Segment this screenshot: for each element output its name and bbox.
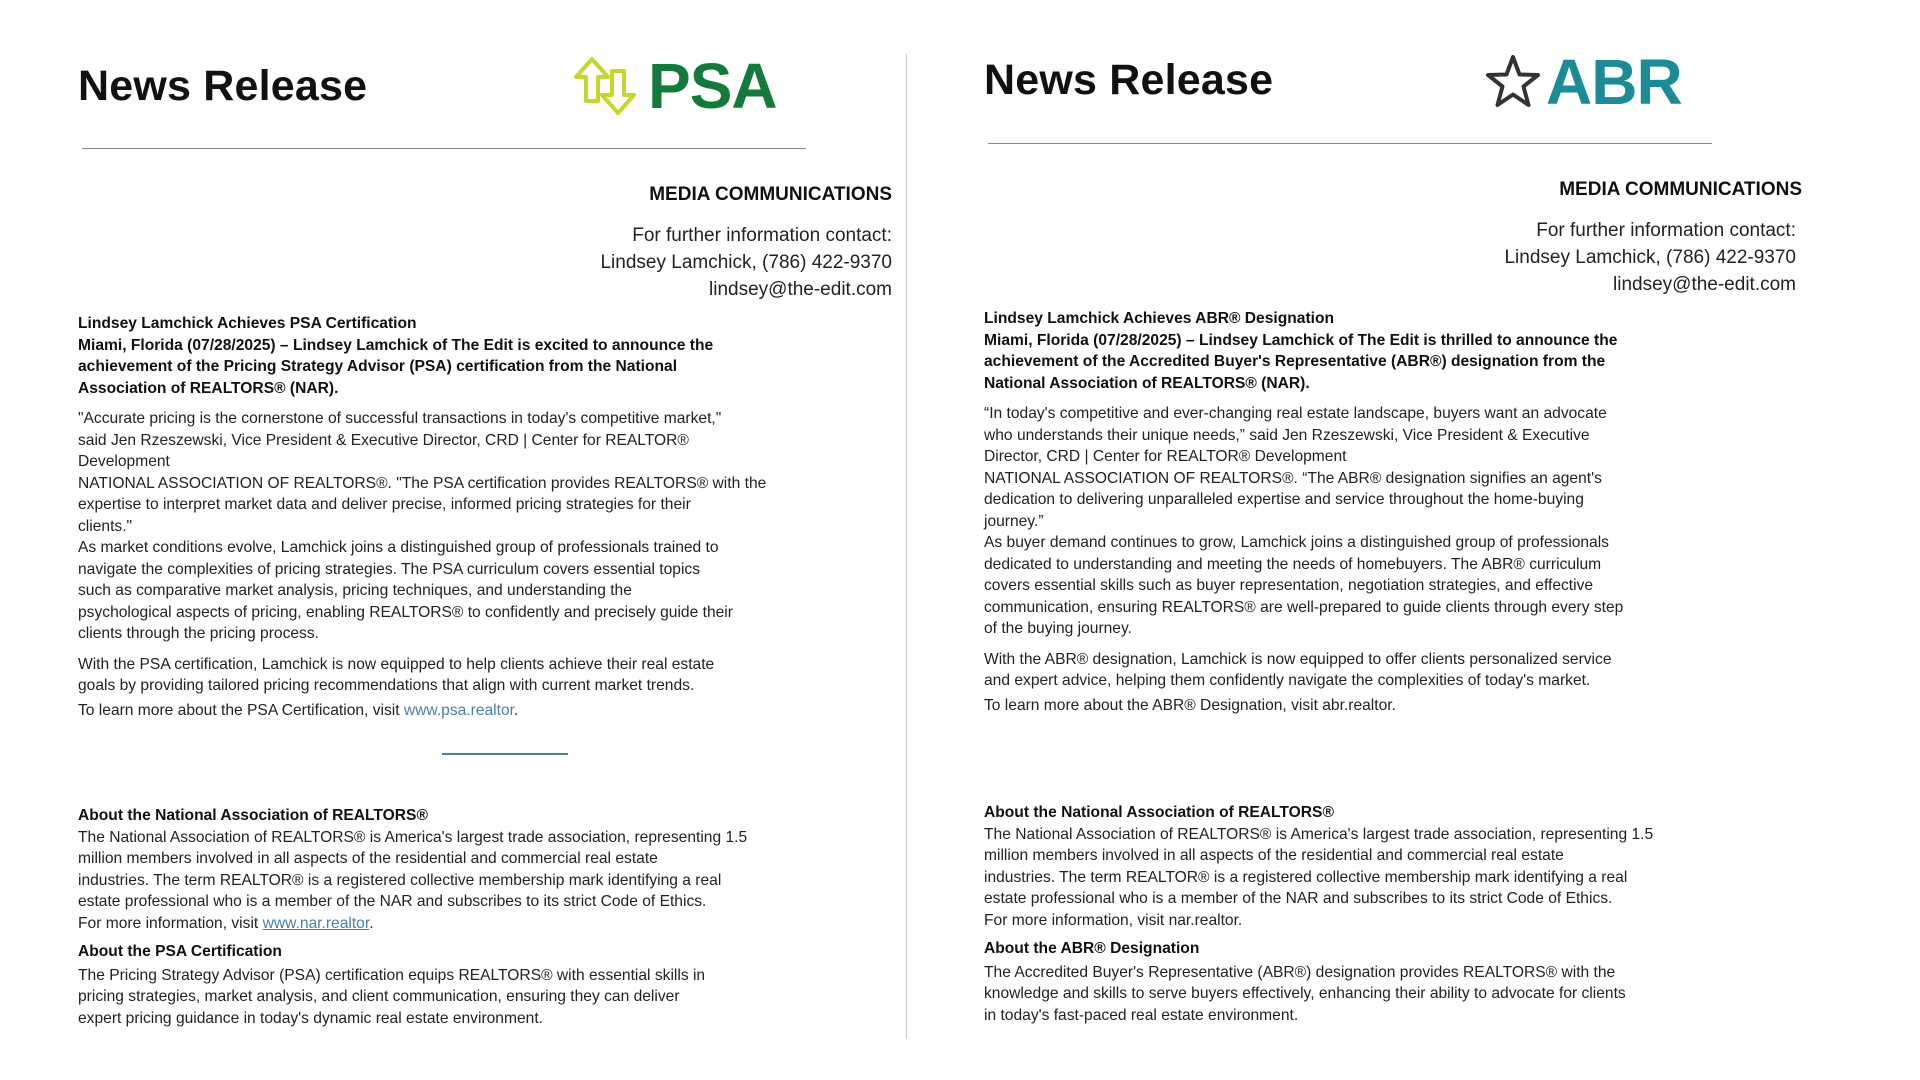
release-body [984, 308, 1736, 716]
closing-line: With the PSA certification, Lamchick is now equipped to help clients achieve their real estate [78, 655, 715, 673]
quote-line: dedication to delivering unparalleled expertise and service throughout the home-buying [984, 491, 1584, 508]
media-communications-heading: MEDIA COMMUNICATIONS [649, 184, 892, 205]
quote-line: said Jen Rzeszewski, Vice President & Executive Director, CRD | Center for REALTOR® [78, 431, 689, 449]
closing-line: With the ABR® designation, Lamchick is now equipped to offer clients personalized service [984, 650, 1612, 668]
up-down-arrows-icon [572, 55, 640, 117]
quote-line: Development [78, 453, 170, 470]
release-title: Lindsey Lamchick Achieves PSA Certification [78, 315, 417, 332]
about-nar-line: estate professional who is a member of the NAR and subscribes to its strict Code of Ethics. [984, 890, 1613, 907]
media-communications-heading: MEDIA COMMUNICATIONS [1559, 179, 1802, 200]
contact-intro: For further information contact: [632, 225, 892, 246]
lead-line: Miami, Florida (07/28/2025) – Lindsey Lamchick of The Edit is excited to announce the [78, 336, 714, 354]
contact-name-phone: Lindsey Lamchick, (786) 422-9370 [600, 252, 892, 273]
psa-website-link[interactable]: www.psa.realtor [403, 701, 514, 719]
about-cert-line: The Accredited Buyer's Representative (ABR®) designation provides REALTORS® with the [984, 963, 1616, 981]
quote-line: "Accurate pricing is the cornerstone of successful transactions in today's competitive market," [78, 410, 722, 427]
about-nar-line: million members involved in all aspects of the residential and commercial real estate [984, 847, 1564, 864]
quote-line: such as comparative market analysis, pricing techniques, and understanding the [78, 582, 632, 599]
about-nar-line: estate professional who is a member of the NAR and subscribes to its strict Code of Ethics. [78, 893, 707, 910]
quote-line: As buyer demand continues to grow, Lamchick joins a distinguished group of professionals [984, 534, 1609, 551]
about-cert-title: About the PSA Certification [78, 943, 282, 960]
quote-line: NATIONAL ASSOCIATION OF REALTORS®. “The ABR® designation signifies an agent's [984, 469, 1602, 487]
learn-more-line: To learn more about the ABR® Designation, visit abr.realtor. [984, 696, 1396, 714]
quote-line: navigate the complexities of pricing strategies. The PSA curriculum covers essential topics [78, 560, 701, 578]
closing-line: goals by providing tailored pricing recommendations that align with current market trends. [78, 677, 695, 694]
quote-line: clients." [78, 517, 133, 535]
about-nar-line: The National Association of REALTORS® is America's largest trade association, representing 1.5 [78, 828, 748, 846]
quote-line: NATIONAL ASSOCIATION OF REALTORS®. "The PSA certification provides REALTORS® with the [78, 474, 767, 492]
nar-website-link[interactable]: www.nar.realtor [262, 914, 370, 932]
about-cert-line: pricing strategies, market analysis, and client communication, ensuring they can deliver [78, 988, 680, 1005]
about-nar-line: For more information, visit nar.realtor. [984, 911, 1243, 929]
about-section [984, 802, 1736, 1026]
lead-line: Association of REALTORS® (NAR). [78, 379, 339, 397]
about-cert-line: expert pricing guidance in today's dynamic real estate environment. [78, 1009, 543, 1027]
star-icon [1484, 53, 1542, 111]
quote-line: dedicated to understanding and meeting the needs of homebuyers. The ABR® curriculum [984, 555, 1602, 573]
lead-line: achievement of the Accredited Buyer's Representative (ABR®) designation from the [984, 353, 1606, 370]
about-cert-line: The Pricing Strategy Advisor (PSA) certification equips REALTORS® with essential skills in [78, 966, 706, 984]
release-title: Lindsey Lamchick Achieves ABR® Designation [984, 310, 1335, 327]
about-cert-line: knowledge and skills to serve buyers effectively, enhancing their ability to advocate for clients [984, 985, 1626, 1002]
section-divider [442, 753, 568, 755]
about-nar-line: industries. The term REALTOR® is a registered collective membership mark identifying a real [78, 871, 722, 889]
about-nar-title: About the National Association of REALTORS® [78, 807, 428, 824]
quote-line: “In today's competitive and ever-changing real estate landscape, buyers want an advocate [984, 405, 1607, 422]
lead-line: Miami, Florida (07/28/2025) – Lindsey Lamchick of The Edit is thrilled to announce the [984, 331, 1618, 349]
about-nar-title: About the National Association of REALTORS® [984, 804, 1334, 821]
page-title: News Release [78, 62, 368, 110]
about-nar-line: million members involved in all aspects of the residential and commercial real estate [78, 850, 658, 867]
quote-line: expertise to interpret market data and deliver precise, informed pricing strategies for their [78, 496, 691, 513]
contact-block [1302, 179, 1802, 298]
contact-intro: For further information contact: [1536, 220, 1796, 241]
quote-line: of the buying journey. [984, 620, 1132, 637]
quote-line: who understands their unique needs,” said Jen Rzeszewski, Vice President & Executive [984, 426, 1590, 444]
quote-line: clients through the pricing process. [78, 625, 319, 642]
lead-line: National Association of REALTORS® (NAR). [984, 374, 1310, 392]
quote-line: As market conditions evolve, Lamchick joins a distinguished group of professionals trained to [78, 539, 719, 556]
about-section [78, 805, 830, 1029]
contact-block [392, 184, 892, 303]
quote-line: journey.” [984, 512, 1044, 530]
lead-line: achievement of the Pricing Strategy Advisor (PSA) certification from the National [78, 358, 678, 375]
header-divider [988, 143, 1712, 144]
quote-line: psychological aspects of pricing, enabling REALTORS® to confidently and precisely guide their [78, 603, 733, 621]
abr-logo [1484, 46, 1682, 118]
more-info-line: For more information, visit www.nar.realtor. [78, 914, 374, 932]
about-cert-line: in today's fast-paced real estate environment. [984, 1006, 1299, 1024]
contact-email[interactable]: lindsey@the-edit.com [1613, 274, 1796, 295]
about-nar-line: industries. The term REALTOR® is a registered collective membership mark identifying a real [984, 868, 1628, 886]
header-divider [82, 148, 806, 149]
page-title: News Release [984, 56, 1274, 104]
about-cert-title: About the ABR® Designation [984, 940, 1200, 957]
quote-line: covers essential skills such as buyer representation, negotiation strategies, and effective [984, 577, 1594, 594]
contact-email[interactable]: lindsey@the-edit.com [709, 279, 892, 300]
psa-news-release [78, 0, 908, 1080]
quote-line: Director, CRD | Center for REALTOR® Development [984, 448, 1347, 465]
abr-logo-text: ABR [1546, 46, 1682, 118]
contact-name-phone: Lindsey Lamchick, (786) 422-9370 [1504, 247, 1796, 268]
learn-more-line: To learn more about the PSA Certification, visit www.psa.realtor. [78, 701, 519, 719]
quote-line: communication, ensuring REALTORS® are well-prepared to guide clients through every step [984, 598, 1624, 616]
abr-news-release [984, 0, 1814, 1080]
panel-divider [906, 54, 907, 1039]
psa-logo [572, 50, 777, 122]
about-nar-line: The National Association of REALTORS® is America's largest trade association, representing 1.5 [984, 825, 1654, 843]
psa-logo-text: PSA [648, 50, 777, 122]
release-body [78, 313, 830, 721]
closing-line: and expert advice, helping them confidently navigate the complexities of today's market. [984, 672, 1591, 689]
